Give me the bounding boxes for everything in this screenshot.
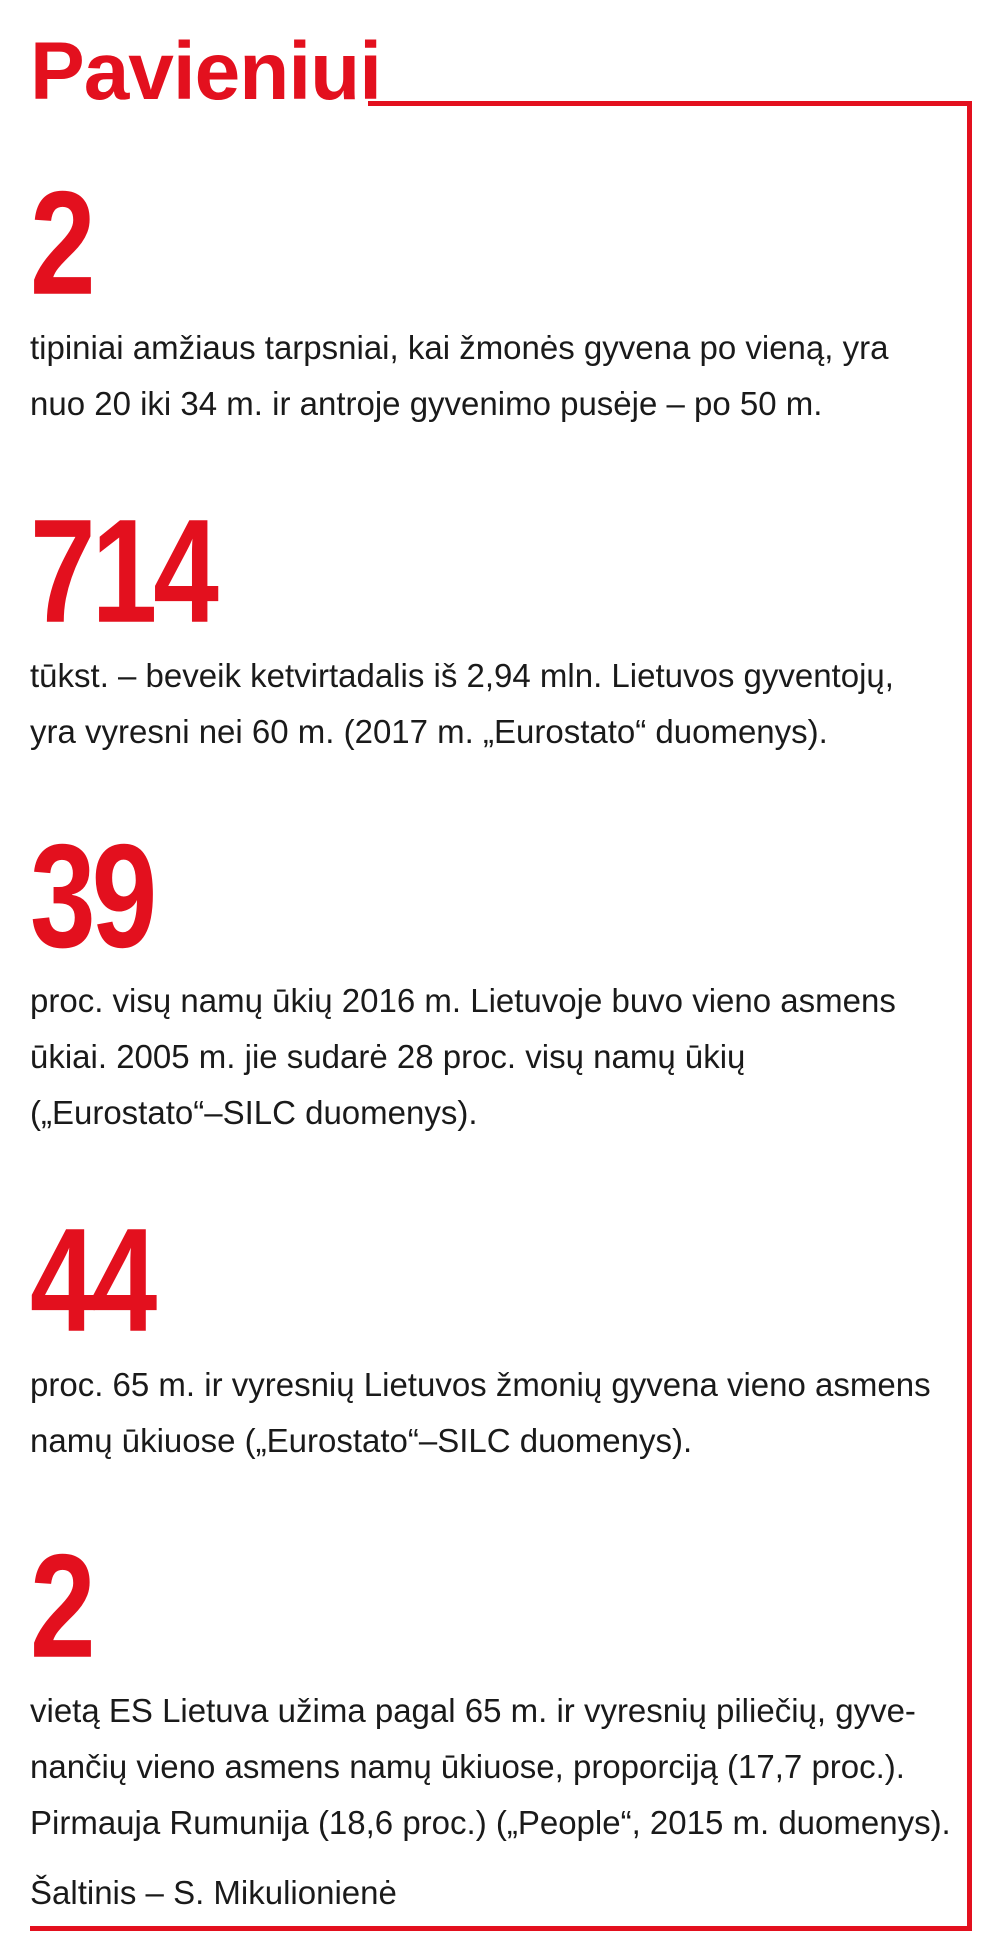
description-line: proc. visų namų ūkių 2016 m. Lietuvoje buvo vieno asmens	[30, 982, 896, 1019]
frame-bottom-border	[30, 1926, 972, 1931]
description-line: („Eurostato“–SILC duomenys).	[30, 1094, 478, 1131]
stat-number: 2	[30, 1524, 92, 1690]
stat-block	[30, 478, 950, 760]
stat-description	[30, 1357, 950, 1469]
description-line: tipiniai amžiaus tarpsniai, kai žmonės gyvena po vieną, yra	[30, 329, 889, 366]
source-credit: Šaltinis – S. Mikulionienė	[30, 1874, 397, 1911]
description-line: nuo 20 iki 34 m. ir antroje gyvenimo pusėje – po 50 m.	[30, 385, 823, 422]
stat-number: 714	[30, 489, 215, 655]
stat-block	[30, 150, 950, 432]
description-line: yra vyresni nei 60 m. (2017 m. „Eurostato“ duomenys).	[30, 713, 828, 750]
description-line: vietą ES Lietuva užima pagal 65 m. ir vyresnių piliečių, gyve-	[30, 1692, 916, 1729]
description-line: Pirmauja Rumunija (18,6 proc.) („People“, 2015 m. duomenys).	[30, 1804, 951, 1841]
stat-description	[30, 1683, 950, 1851]
stat-block	[30, 1513, 950, 1851]
frame-top-border	[368, 101, 972, 106]
stat-block	[30, 1187, 950, 1469]
stat-description	[30, 973, 950, 1141]
description-line: tūkst. – beveik ketvirtadalis iš 2,94 mln. Lietuvos gyventojų,	[30, 657, 894, 694]
description-line: ūkiai. 2005 m. jie sudarė 28 proc. visų namų ūkių	[30, 1038, 746, 1075]
description-line: namų ūkiuose („Eurostato“–SILC duomenys).	[30, 1422, 693, 1459]
stat-number: 44	[30, 1198, 154, 1364]
stat-description	[30, 320, 950, 432]
description-line: proc. 65 m. ir vyresnių Lietuvos žmonių gyvena vieno asmens	[30, 1366, 931, 1403]
stat-number: 39	[30, 814, 154, 980]
stat-block	[30, 803, 950, 1141]
frame-right-border	[967, 101, 972, 1931]
page-title: Pavieniui	[30, 26, 382, 117]
stat-number: 2	[30, 161, 92, 327]
description-line: nančių vieno asmens namų ūkiuose, proporciją (17,7 proc.).	[30, 1748, 905, 1785]
